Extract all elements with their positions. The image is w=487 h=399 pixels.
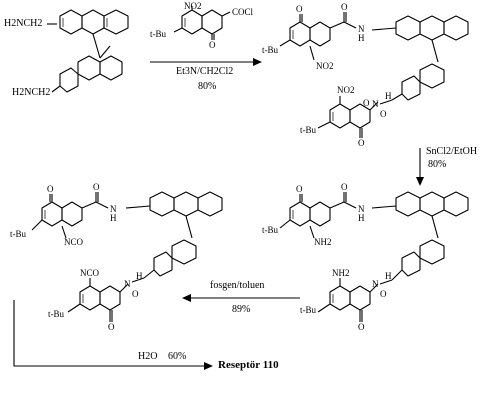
p1-nitro-upper: NO2 (316, 61, 334, 71)
product-2-structure (280, 192, 468, 322)
step2-yield: 80% (428, 159, 447, 170)
p3-o-lower-ketone: O (108, 322, 115, 332)
step4-yield: 60% (168, 351, 187, 362)
step2-conditions: SnCl2/EtOH (426, 146, 478, 157)
step1-conditions: Et3N/CH2Cl2 (176, 66, 234, 77)
p3-nh-upper-n: N (110, 204, 117, 214)
p3-tbu-lower: t-Bu (48, 309, 65, 319)
p3-nh-upper-h: H (110, 213, 117, 223)
p2-nh-upper-n: N (358, 204, 365, 214)
amine-label-upper: H2NCH2 (4, 18, 43, 29)
step4-conditions: H2O (138, 351, 158, 362)
p2-o-upper-amide: O (341, 182, 348, 192)
p1-nitro-lower: NO2 (337, 85, 355, 95)
step1-yield: 80% (198, 81, 217, 92)
step3-conditions: fosgen/toluen (210, 280, 265, 291)
p3-o-upper-ketone: O (47, 184, 54, 194)
p1-tbu-lower: t-Bu (300, 125, 317, 135)
p2-tbu-lower: t-Bu (300, 305, 317, 315)
amine-label-lower: H2NCH2 (12, 87, 51, 98)
p3-nh-lower-n: N (124, 279, 131, 289)
reagent-nitro-label: NO2 (184, 1, 202, 11)
p2-amine-upper: NH2 (314, 237, 332, 247)
p2-nh-upper-h: H (358, 213, 365, 223)
p2-o-lower-amide: O (380, 289, 387, 299)
p1-o-upper-amide: O (341, 2, 348, 12)
p3-tbu-upper: t-Bu (10, 229, 27, 239)
p3-o-lower-amide: O (132, 289, 139, 299)
p3-o-upper-amide: O (93, 182, 100, 192)
reagent-chromone-structure (174, 6, 230, 40)
p1-o-lower-ring: O (363, 98, 370, 108)
product-1-structure (280, 12, 468, 138)
p1-o-lower-amide: O (380, 109, 387, 119)
p3-nco-lower: NCO (80, 268, 100, 278)
p2-tbu-upper: t-Bu (262, 225, 279, 235)
p3-nh-lower-h: H (136, 271, 143, 281)
p1-nh-upper-h: H (358, 33, 365, 43)
p2-nh-lower-n: N (372, 279, 379, 289)
p3-nco-upper: NCO (64, 237, 84, 247)
reagent-tbu-label: t-Bu (150, 29, 167, 39)
final-product-label: Reseptör 110 (218, 359, 279, 371)
starting-diamine-structure (47, 10, 128, 92)
p2-o-lower-ketone: O (358, 322, 365, 332)
p2-amine-lower: NH2 (332, 268, 350, 278)
p2-nh-lower-h: H (385, 271, 392, 281)
p1-nh-lower-n: N (372, 99, 379, 109)
reagent-cocl-label: COCl (232, 7, 254, 17)
reagent-ketone-label: O (209, 40, 216, 50)
p1-o-upper-ketone: O (296, 4, 303, 14)
p1-o-lower-ketone: O (358, 138, 365, 148)
p1-nh-lower-h: H (385, 91, 392, 101)
p2-o-upper-ketone: O (296, 184, 303, 194)
p1-nh-upper-n: N (358, 24, 365, 34)
step3-yield: 89% (232, 304, 251, 315)
product-3-structure (32, 192, 222, 322)
p1-tbu-upper: t-Bu (262, 45, 279, 55)
